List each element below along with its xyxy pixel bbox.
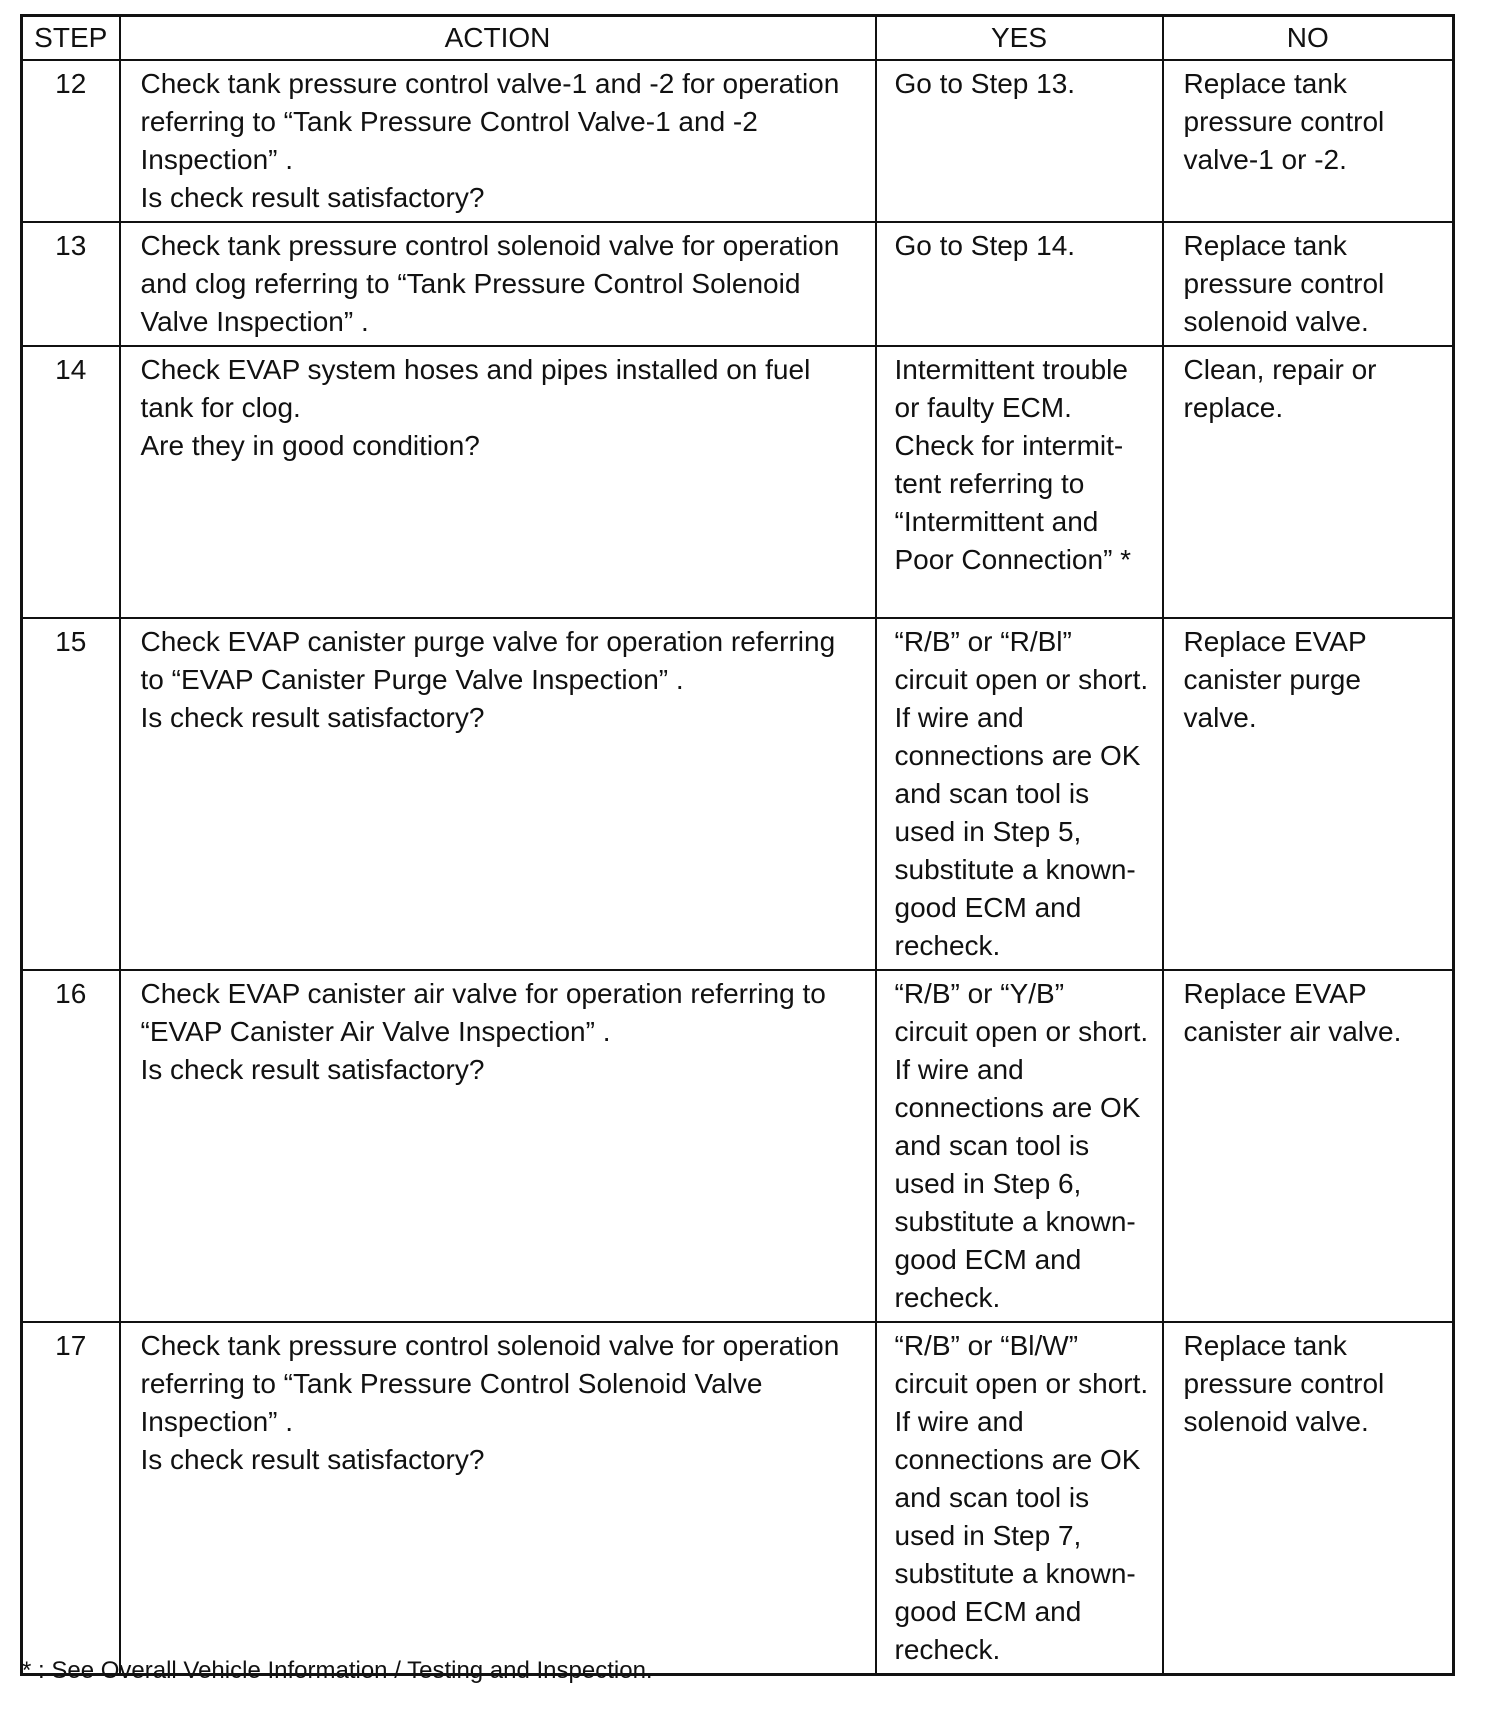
- yes-line: circuit open or short.: [894, 664, 1149, 695]
- step-number: 17: [22, 1322, 120, 1675]
- action-cell: [120, 60, 876, 222]
- yes-cell: [876, 1322, 1163, 1675]
- yes-line: Go to Step 14.: [894, 230, 1076, 261]
- yes-line: Intermittent trouble: [894, 354, 1128, 385]
- action-line: Is check result satisfactory?: [140, 702, 485, 733]
- no-line: valve-1 or -2.: [1183, 144, 1347, 175]
- header-yes: YES: [876, 16, 1163, 61]
- action-line: Are they in good condition?: [140, 430, 480, 461]
- table-row: [22, 222, 1454, 346]
- yes-line: or faulty ECM.: [894, 392, 1072, 423]
- header-step: STEP: [22, 16, 120, 61]
- no-line: pressure control: [1183, 268, 1385, 299]
- yes-line: Check for intermit-: [894, 430, 1124, 461]
- table-row: [22, 618, 1454, 970]
- table-row: [22, 970, 1454, 1322]
- yes-line: good ECM and: [894, 1244, 1082, 1275]
- action-line: “EVAP Canister Air Valve Inspection” .: [140, 1016, 611, 1047]
- yes-line: If wire and: [894, 702, 1024, 733]
- no-line: Clean, repair or: [1183, 354, 1377, 385]
- yes-line: substitute a known-: [894, 854, 1136, 885]
- yes-line: substitute a known-: [894, 1558, 1136, 1589]
- yes-line: and scan tool is: [894, 1130, 1090, 1161]
- action-cell: [120, 222, 876, 346]
- yes-cell: [876, 60, 1163, 222]
- yes-line: substitute a known-: [894, 1206, 1136, 1237]
- action-line: and clog referring to “Tank Pressure Control Solenoid: [140, 268, 801, 299]
- no-line: solenoid valve.: [1183, 306, 1369, 337]
- yes-line: recheck.: [894, 1282, 1001, 1313]
- action-line: Check EVAP system hoses and pipes installed on fuel: [140, 354, 811, 385]
- yes-line: recheck.: [894, 930, 1001, 961]
- no-line: Replace tank: [1183, 1330, 1347, 1361]
- no-line: solenoid valve.: [1183, 1406, 1369, 1437]
- step-number: 16: [22, 970, 120, 1322]
- table-row: [22, 60, 1454, 222]
- no-line: pressure control: [1183, 1368, 1385, 1399]
- action-line: Check tank pressure control valve-1 and -2 for operation: [140, 68, 840, 99]
- action-line: Check tank pressure control solenoid valve for operation: [140, 230, 840, 261]
- diagnostic-table-container: [20, 14, 1452, 1676]
- yes-cell: [876, 970, 1163, 1322]
- action-line: to “EVAP Canister Purge Valve Inspection” .: [140, 664, 684, 695]
- yes-line: connections are OK: [894, 1092, 1141, 1123]
- no-line: canister air valve.: [1183, 1016, 1402, 1047]
- no-line: valve.: [1183, 702, 1257, 733]
- action-cell: [120, 1322, 876, 1675]
- action-cell: [120, 618, 876, 970]
- yes-line: good ECM and: [894, 892, 1082, 923]
- yes-line: connections are OK: [894, 740, 1141, 771]
- action-line: referring to “Tank Pressure Control Valve-1 and -2: [140, 106, 758, 137]
- no-cell: [1163, 60, 1454, 222]
- yes-line: tent referring to: [894, 468, 1085, 499]
- yes-line: and scan tool is: [894, 778, 1090, 809]
- yes-line: “Intermittent and: [894, 506, 1099, 537]
- no-line: replace.: [1183, 392, 1284, 423]
- header-action: ACTION: [120, 16, 876, 61]
- no-line: Replace tank: [1183, 68, 1347, 99]
- yes-cell: [876, 346, 1163, 618]
- yes-line: Poor Connection” *: [894, 544, 1132, 575]
- table-row: [22, 346, 1454, 618]
- yes-line: If wire and: [894, 1054, 1024, 1085]
- action-line: Valve Inspection” .: [140, 306, 369, 337]
- action-cell: [120, 970, 876, 1322]
- action-line: Is check result satisfactory?: [140, 1444, 485, 1475]
- action-line: Check EVAP canister air valve for operation referring to: [140, 978, 826, 1009]
- no-line: Replace EVAP: [1183, 626, 1367, 657]
- yes-line: used in Step 6,: [894, 1168, 1082, 1199]
- yes-cell: [876, 222, 1163, 346]
- diagnostic-table: [20, 14, 1455, 1676]
- yes-line: If wire and: [894, 1406, 1024, 1437]
- no-line: canister purge: [1183, 664, 1361, 695]
- yes-line: “R/B” or “Bl/W”: [894, 1330, 1079, 1361]
- step-number: 12: [22, 60, 120, 222]
- action-line: Check EVAP canister purge valve for operation referring: [140, 626, 836, 657]
- yes-cell: [876, 618, 1163, 970]
- action-line: Inspection” .: [140, 1406, 294, 1437]
- yes-line: Go to Step 13.: [894, 68, 1076, 99]
- no-cell: [1163, 1322, 1454, 1675]
- yes-line: circuit open or short.: [894, 1016, 1149, 1047]
- table-header-row: [22, 16, 1454, 61]
- no-line: Replace EVAP: [1183, 978, 1367, 1009]
- footnote: * : See Overall Vehicle Information / Testing and Inspection.: [22, 1657, 653, 1684]
- yes-line: connections are OK: [894, 1444, 1141, 1475]
- no-line: pressure control: [1183, 106, 1385, 137]
- yes-line: recheck.: [894, 1634, 1001, 1665]
- yes-line: “R/B” or “R/Bl”: [894, 626, 1072, 657]
- step-number: 14: [22, 346, 120, 618]
- action-line: Is check result satisfactory?: [140, 1054, 485, 1085]
- action-line: Check tank pressure control solenoid valve for operation: [140, 1330, 840, 1361]
- action-line: tank for clog.: [140, 392, 301, 423]
- yes-line: circuit open or short.: [894, 1368, 1149, 1399]
- no-cell: [1163, 618, 1454, 970]
- yes-line: “R/B” or “Y/B”: [894, 978, 1065, 1009]
- action-line: referring to “Tank Pressure Control Solenoid Valve: [140, 1368, 763, 1399]
- header-no: NO: [1163, 16, 1454, 61]
- no-cell: [1163, 970, 1454, 1322]
- no-cell: [1163, 222, 1454, 346]
- yes-line: used in Step 7,: [894, 1520, 1082, 1551]
- action-line: Is check result satisfactory?: [140, 182, 485, 213]
- yes-line: good ECM and: [894, 1596, 1082, 1627]
- yes-line: used in Step 5,: [894, 816, 1082, 847]
- no-line: Replace tank: [1183, 230, 1347, 261]
- no-cell: [1163, 346, 1454, 618]
- step-number: 13: [22, 222, 120, 346]
- yes-line: and scan tool is: [894, 1482, 1090, 1513]
- step-number: 15: [22, 618, 120, 970]
- table-row: [22, 1322, 1454, 1675]
- action-line: Inspection” .: [140, 144, 294, 175]
- action-cell: [120, 346, 876, 618]
